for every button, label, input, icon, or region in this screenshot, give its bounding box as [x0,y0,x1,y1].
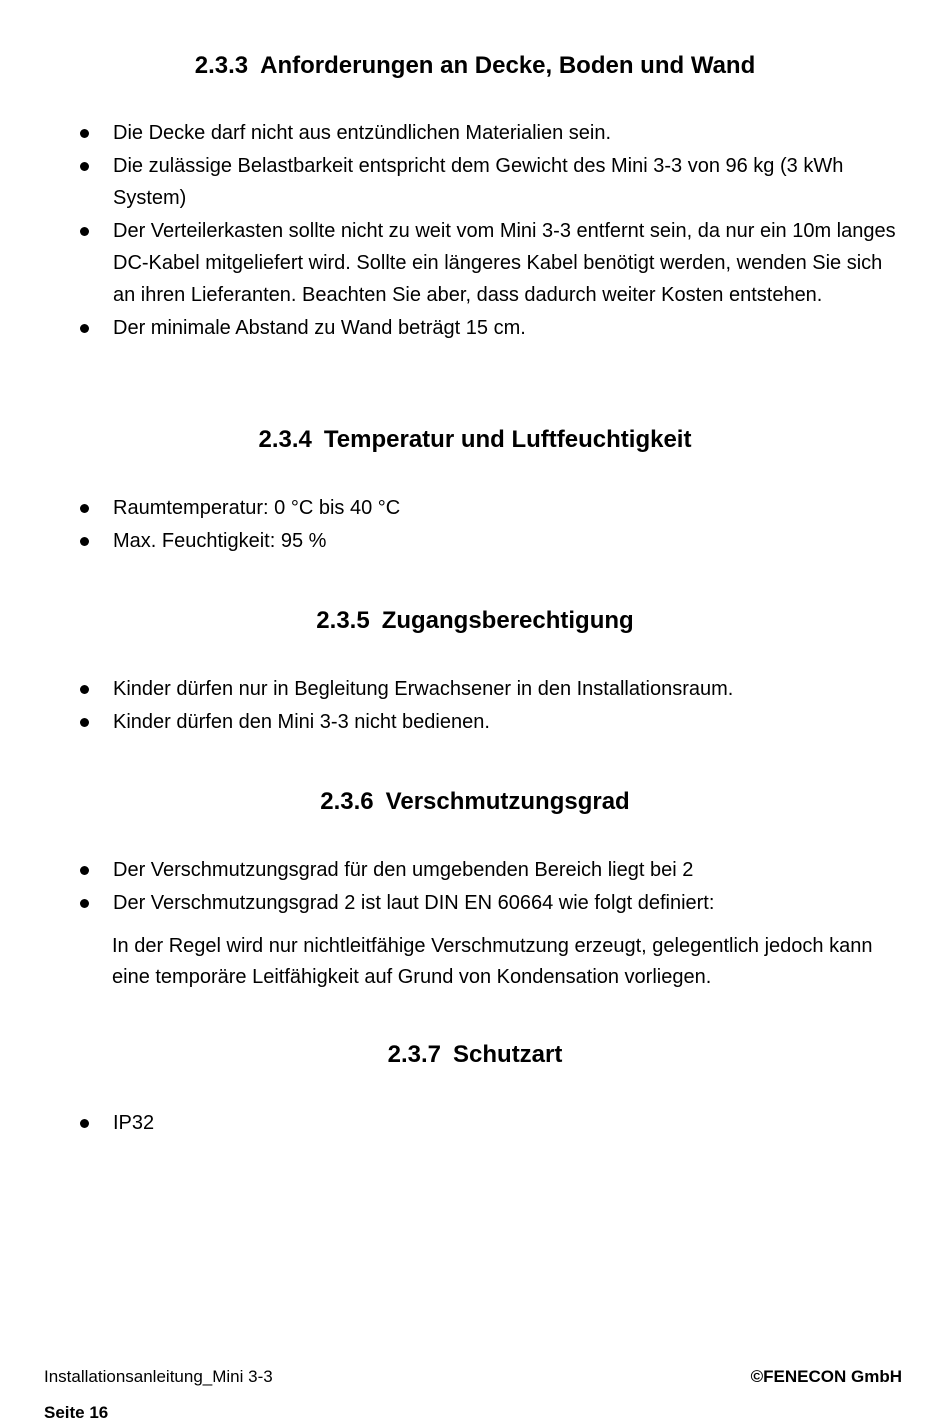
section-title: Temperatur und Luftfeuchtigkeit [323,426,692,453]
bullet-list-2-3-6 [0,854,950,920]
section-heading-2-3-4 [0,425,950,455]
section-heading-2-3-3 [0,51,950,81]
bullet-icon [80,899,89,908]
section-number: 2.3.3 [194,52,249,79]
footer-copyright: ©FENECON GmbH [750,1367,902,1386]
bullet-icon [80,162,89,171]
bullet-icon [80,718,89,727]
definition-paragraph: In der Regel wird nur nichtleitfähige Verschmutzung erzeugt, gelegentlich jedoch kann eine temporäre Leitfähigkeit auf Grund von Kondensation vorliegen. [112,935,873,988]
bullet-icon [80,324,89,333]
bullet-icon [80,129,89,138]
section-heading-2-3-7 [0,1040,950,1070]
list-item-text: Max. Feuchtigkeit: 95 % [113,530,327,552]
list-item [0,215,903,311]
list-item-text: IP32 [113,1112,155,1134]
bullet-list-2-3-5 [0,673,950,739]
list-item-text: Der Verteilerkasten sollte nicht zu weit vom Mini 3-3 entfernt sein, da nur ein 10m langes DC-Kabel mitgeliefert wird. Sollte ein längeres Kabel benötigt werden, wenden Sie sich an ihren Lieferanten. Beachten Sie aber, dass dadurch weiter Kosten entstehen. [113,220,896,306]
list-item [0,673,903,705]
list-item [0,706,903,738]
list-item-text: Kinder dürfen nur in Begleitung Erwachsener in den Installationsraum. [113,678,734,700]
bullet-icon [80,1119,89,1128]
section-heading-2-3-5 [0,606,950,636]
list-item-text: Der minimale Abstand zu Wand beträgt 15 cm. [113,317,526,339]
bullet-icon [80,866,89,875]
list-item [0,525,903,557]
list-item [0,492,903,524]
bullet-icon [80,685,89,694]
list-item [0,117,903,149]
list-item [0,312,903,344]
list-item-text: Kinder dürfen den Mini 3-3 nicht bedienen. [113,711,490,733]
bullet-list-2-3-3 [0,117,950,345]
section-title: Zugangsberechtigung [381,607,634,634]
list-item [0,854,903,886]
bullet-icon [80,504,89,513]
section-title: Anforderungen an Decke, Boden und Wand [260,52,756,79]
list-item-text: Die Decke darf nicht aus entzündlichen Materialien sein. [113,122,612,144]
footer-document-name: Installationsanleitung_Mini 3-3 [44,1367,273,1386]
list-item-text: Die zulässige Belastbarkeit entspricht dem Gewicht des Mini 3-3 von 96 kg (3 kWh System) [113,155,844,209]
list-item-text: Der Verschmutzungsgrad 2 ist laut DIN EN 60664 wie folgt definiert: [113,892,715,914]
section-number: 2.3.4 [258,426,312,453]
list-item [0,150,903,214]
section-number: 2.3.5 [316,607,370,634]
list-item-text: Raumtemperatur: 0 °C bis 40 °C [113,497,401,519]
list-item [0,1107,903,1139]
list-item [0,887,903,919]
footer-page-number: Seite 16 [44,1403,109,1422]
section-title: Verschmutzungsgrad [385,788,630,815]
section-number: 2.3.6 [320,788,374,815]
section-number: 2.3.7 [387,1041,442,1068]
bullet-icon [80,227,89,236]
section-title: Schutzart [453,1041,563,1068]
section-heading-2-3-6 [0,787,950,817]
list-item-text: Der Verschmutzungsgrad für den umgebenden Bereich liegt bei 2 [113,859,694,881]
bullet-list-2-3-7 [0,1107,950,1140]
bullet-icon [80,537,89,546]
bullet-list-2-3-4 [0,492,950,558]
